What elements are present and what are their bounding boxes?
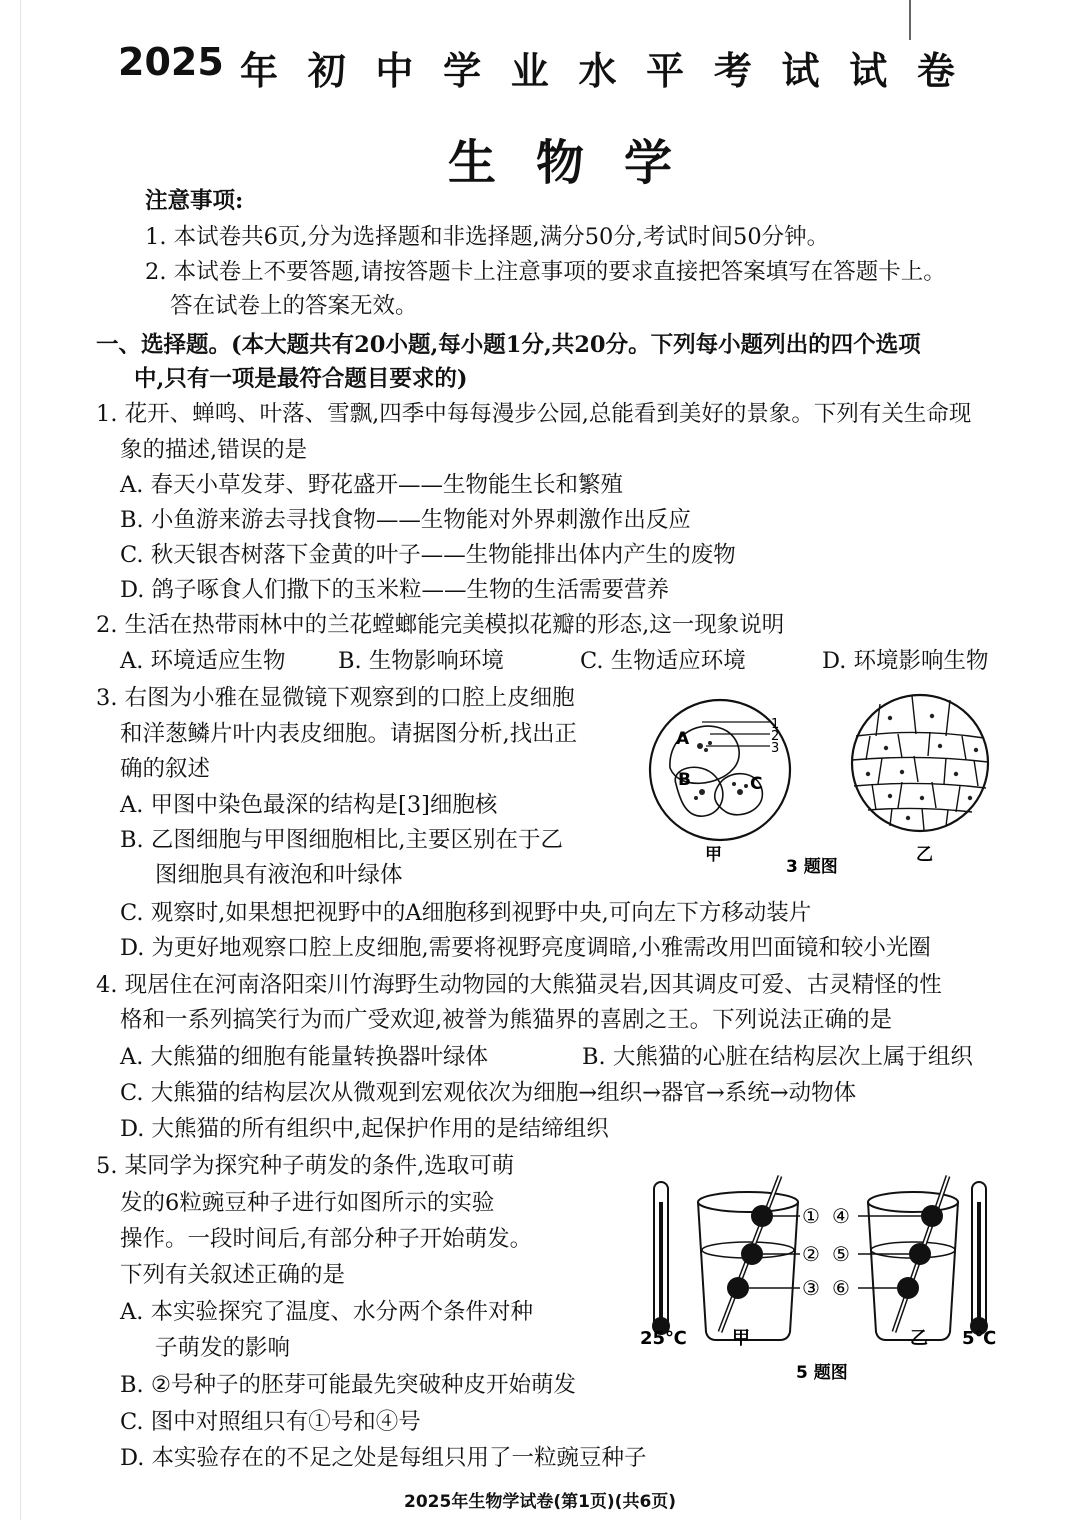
q1-stem: 1. 花开、蝉鸣、叶落、雪飘,四季中每每漫步公园,总能看到美好的景象。下列有关生命现 (96, 401, 972, 427)
seed-label: ③ (802, 1276, 820, 1300)
notice-heading: 注意事项: (145, 188, 244, 214)
beaker-right (858, 1176, 958, 1340)
notice-item: 答在试卷上的答案无效。 (170, 293, 418, 319)
section-heading-cont: 中,只有一项是最符合题目要求的) (134, 366, 468, 392)
exam-title (240, 40, 955, 95)
title-char: 初 (307, 49, 346, 93)
title-char: 年 (240, 49, 279, 93)
cheek-cell-view (650, 700, 790, 840)
q3-option-c: C. 观察时,如果想把视野中的A细胞移到视野中央,可向左下方移动装片 (120, 900, 812, 926)
pointer-label: 3 (771, 741, 780, 756)
q2-stem: 2. 生活在热带雨林中的兰花螳螂能完美模拟花瓣的形态,这一现象说明 (96, 612, 785, 638)
temp-left: 25℃ (640, 1328, 687, 1349)
q1-option-a: A. 春天小草发芽、野花盛开——生物能生长和繁殖 (120, 472, 624, 498)
pointer-label: 1 (771, 717, 780, 732)
q3-stem: 3. 右图为小雅在显微镜下观察到的口腔上皮细胞 (96, 685, 575, 711)
title-char: 学 (443, 49, 482, 93)
q5-stem-cont: 操作。一段时间后,有部分种子开始萌发。 (120, 1226, 533, 1252)
q4-option-d: D. 大熊猫的所有组织中,起保护作用的是结缔组织 (120, 1116, 609, 1142)
q1-option-b: B. 小鱼游来游去寻找食物——生物能对外界刺激作出反应 (120, 507, 691, 533)
pointer-label: 2 (771, 729, 780, 744)
q5-option-d: D. 本实验存在的不足之处是每组只用了一粒豌豆种子 (120, 1445, 647, 1471)
seed-label: ④ (832, 1204, 850, 1228)
cell-label-c: C (750, 774, 763, 794)
q5-option-a-cont: 子萌发的影响 (155, 1335, 291, 1361)
beaker-left (698, 1176, 800, 1340)
fig-label-right: 乙 (916, 845, 933, 865)
seed-label: ① (802, 1204, 820, 1228)
q3-stem-cont: 确的叙述 (120, 756, 211, 782)
section-heading: 一、选择题。(本大题共有20小题,每小题1分,共20分。下列每小题列出的四个选项 (96, 332, 921, 358)
notice-item: 2. 本试卷上不要答题,请按答题卡上注意事项的要求直接把答案填写在答题卡上。 (145, 259, 946, 285)
q3-option-d: D. 为更好地观察口腔上皮细胞,需要将视野亮度调暗,小雅需改用凹面镜和较小光圈 (120, 935, 931, 961)
q5-stem-cont: 下列有关叙述正确的是 (120, 1262, 346, 1288)
title-char: 考 (713, 49, 752, 93)
q1-stem-cont: 象的描述,错误的是 (120, 437, 308, 463)
title-char: 业 (510, 49, 549, 93)
title-char: 卷 (916, 49, 955, 93)
title-char: 水 (578, 49, 617, 93)
title-char: 试 (781, 49, 820, 93)
q5-stem: 5. 某同学为探究种子萌发的条件,选取可萌 (96, 1153, 515, 1179)
temp-right: 5℃ (962, 1328, 997, 1349)
q2-option-d: D. 环境影响生物 (822, 648, 989, 674)
q1-option-d: D. 鸽子啄食人们撒下的玉米粒——生物的生活需要营养 (120, 577, 670, 603)
q4-stem-cont: 格和一系列搞笑行为而广受欢迎,被誉为熊猫界的喜剧之王。下列说法正确的是 (120, 1007, 893, 1033)
q1-option-c: C. 秋天银杏树落下金黄的叶子——生物能排出体内产生的废物 (120, 542, 736, 568)
fig-label-right: 乙 (910, 1328, 928, 1349)
fig-caption: 3 题图 (786, 857, 838, 877)
exam-year: 2025 (118, 40, 224, 84)
fig-caption: 5 题图 (796, 1363, 848, 1383)
title-char: 试 (849, 49, 888, 93)
thermometer-left (652, 1182, 670, 1335)
q3-figure (640, 688, 1010, 888)
subject-title: 生物学 (448, 135, 713, 191)
q5-option-c: C. 图中对照组只有①号和④号 (120, 1409, 421, 1435)
page-footer: 2025年生物学试卷(第1页)(共6页) (404, 1492, 677, 1512)
q4-option-b: B. 大熊猫的心脏在结构层次上属于组织 (582, 1044, 973, 1070)
q2-option-c: C. 生物适应环境 (580, 648, 746, 674)
fig-label-left: 甲 (732, 1328, 750, 1349)
notice-item: 1. 本试卷共6页,分为选择题和非选择题,满分50分,考试时间50分钟。 (145, 224, 830, 250)
q4-option-c: C. 大熊猫的结构层次从微观到宏观依次为细胞→组织→器官→系统→动物体 (120, 1080, 857, 1106)
fig-label-left: 甲 (705, 845, 722, 865)
q3-option-a: A. 甲图中染色最深的结构是[3]细胞核 (120, 792, 498, 818)
q3-option-b: B. 乙图细胞与甲图细胞相比,主要区别在于乙 (120, 827, 563, 853)
q3-stem-cont: 和洋葱鳞片叶内表皮细胞。请据图分析,找出正 (120, 721, 578, 747)
q3-option-b-cont: 图细胞具有液泡和叶绿体 (155, 862, 403, 888)
q5-figure (636, 1172, 1016, 1392)
cell-label-a: A (676, 729, 690, 749)
q4-option-a: A. 大熊猫的细胞有能量转换器叶绿体 (120, 1044, 489, 1070)
q5-option-a: A. 本实验探究了温度、水分两个条件对种 (120, 1299, 534, 1325)
q5-option-b: B. ②号种子的胚芽可能最先突破种皮开始萌发 (120, 1372, 577, 1398)
seed-label: ② (802, 1242, 820, 1266)
scan-edge-line (909, 0, 911, 40)
onion-cell-view (852, 695, 988, 831)
q2-option-a: A. 环境适应生物 (120, 648, 286, 674)
scan-margin-line (20, 0, 21, 1520)
q5-stem-cont: 发的6粒豌豆种子进行如图所示的实验 (120, 1190, 495, 1216)
seed-label: ⑤ (832, 1242, 850, 1266)
title-char: 平 (646, 49, 685, 93)
q2-option-b: B. 生物影响环境 (338, 648, 504, 674)
q4-stem: 4. 现居住在河南洛阳栾川竹海野生动物园的大熊猫灵岩,因其调皮可爱、古灵精怪的性 (96, 972, 942, 998)
thermometer-right (970, 1182, 988, 1335)
seed-label: ⑥ (832, 1276, 850, 1300)
cell-label-b: B (678, 770, 691, 790)
title-char: 中 (375, 49, 414, 93)
